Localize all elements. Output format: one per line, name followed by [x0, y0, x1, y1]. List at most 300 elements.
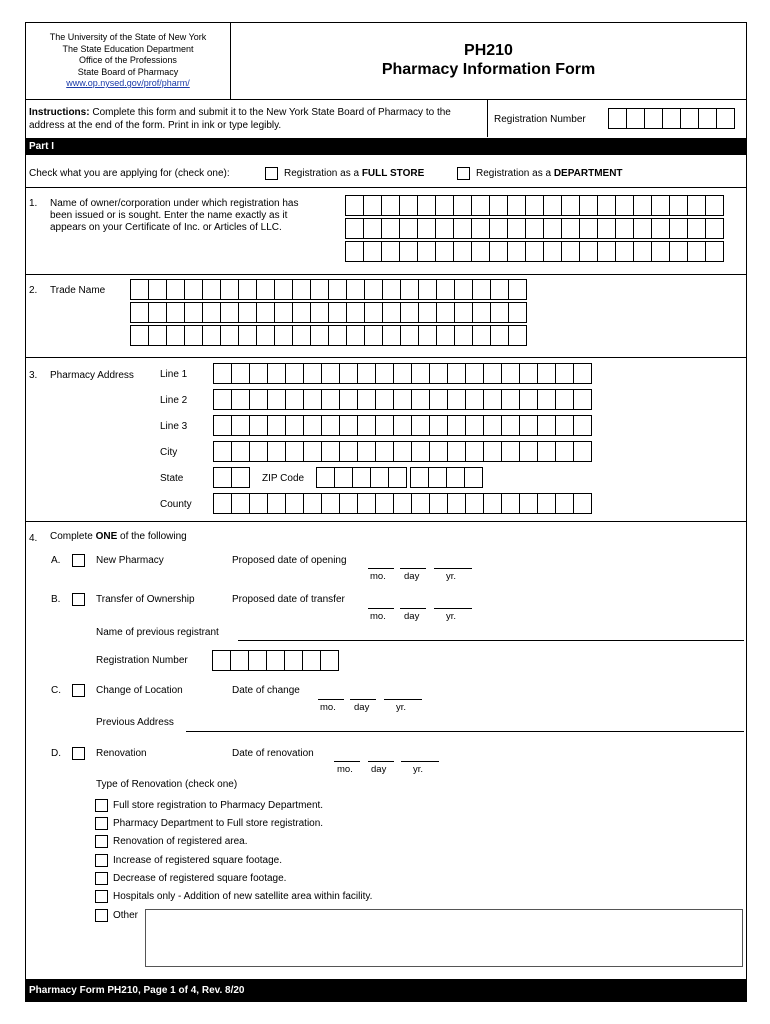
- char-cell[interactable]: [340, 389, 358, 410]
- char-cell[interactable]: [490, 241, 508, 262]
- char-cell[interactable]: [580, 195, 598, 216]
- char-cell[interactable]: [419, 325, 437, 346]
- char-cell[interactable]: [455, 279, 473, 300]
- char-cell[interactable]: [484, 493, 502, 514]
- char-cell[interactable]: [520, 415, 538, 436]
- char-cell[interactable]: [556, 363, 574, 384]
- address-line2-cells[interactable]: [213, 389, 592, 410]
- char-cell[interactable]: [508, 195, 526, 216]
- char-cell[interactable]: [401, 325, 419, 346]
- char-cell[interactable]: [346, 195, 364, 216]
- char-cell[interactable]: [376, 363, 394, 384]
- char-cell[interactable]: [491, 302, 509, 323]
- char-cell[interactable]: [670, 195, 688, 216]
- char-cell[interactable]: [484, 441, 502, 462]
- char-cell[interactable]: [250, 363, 268, 384]
- char-cell[interactable]: [430, 389, 448, 410]
- char-cell[interactable]: [538, 493, 556, 514]
- char-cell[interactable]: [437, 279, 455, 300]
- char-cell[interactable]: [538, 441, 556, 462]
- char-cell[interactable]: [311, 302, 329, 323]
- char-cell[interactable]: [681, 108, 699, 129]
- renovation-option-checkbox[interactable]: [95, 872, 108, 885]
- char-cell[interactable]: [340, 493, 358, 514]
- char-cell[interactable]: [437, 325, 455, 346]
- char-cell[interactable]: [382, 218, 400, 239]
- address-line3-cells[interactable]: [213, 415, 592, 436]
- char-cell[interactable]: [221, 325, 239, 346]
- char-cell[interactable]: [268, 441, 286, 462]
- char-cell[interactable]: [322, 441, 340, 462]
- char-cell[interactable]: [562, 241, 580, 262]
- char-cell[interactable]: [616, 241, 634, 262]
- trade-name-cells-row-3[interactable]: [130, 325, 527, 346]
- char-cell[interactable]: [347, 279, 365, 300]
- char-cell[interactable]: [484, 415, 502, 436]
- char-cell[interactable]: [322, 493, 340, 514]
- char-cell[interactable]: [382, 195, 400, 216]
- month-line[interactable]: [318, 699, 344, 700]
- char-cell[interactable]: [652, 218, 670, 239]
- char-cell[interactable]: [376, 493, 394, 514]
- char-cell[interactable]: [232, 389, 250, 410]
- char-cell[interactable]: [304, 493, 322, 514]
- char-cell[interactable]: [455, 325, 473, 346]
- char-cell[interactable]: [455, 302, 473, 323]
- char-cell[interactable]: [353, 467, 371, 488]
- char-cell[interactable]: [412, 363, 430, 384]
- char-cell[interactable]: [131, 325, 149, 346]
- trade-name-cells-row-2[interactable]: [130, 302, 527, 323]
- char-cell[interactable]: [400, 241, 418, 262]
- char-cell[interactable]: [508, 241, 526, 262]
- char-cell[interactable]: [509, 325, 527, 346]
- year-line[interactable]: [384, 699, 422, 700]
- month-line[interactable]: [368, 608, 394, 609]
- year-line[interactable]: [434, 608, 472, 609]
- char-cell[interactable]: [544, 241, 562, 262]
- char-cell[interactable]: [364, 195, 382, 216]
- char-cell[interactable]: [311, 279, 329, 300]
- city-cells[interactable]: [213, 441, 592, 462]
- char-cell[interactable]: [322, 363, 340, 384]
- char-cell[interactable]: [652, 241, 670, 262]
- registration-number-cells[interactable]: [608, 108, 735, 129]
- char-cell[interactable]: [293, 279, 311, 300]
- char-cell[interactable]: [448, 363, 466, 384]
- char-cell[interactable]: [509, 279, 527, 300]
- char-cell[interactable]: [706, 195, 724, 216]
- char-cell[interactable]: [670, 241, 688, 262]
- zip-cells[interactable]: [316, 467, 407, 488]
- char-cell[interactable]: [526, 195, 544, 216]
- char-cell[interactable]: [436, 241, 454, 262]
- char-cell[interactable]: [185, 279, 203, 300]
- char-cell[interactable]: [544, 195, 562, 216]
- owner-name-cells-row-2[interactable]: [345, 218, 724, 239]
- agency-url-link[interactable]: www.op.nysed.gov/prof/pharm/: [66, 78, 190, 88]
- char-cell[interactable]: [706, 218, 724, 239]
- char-cell[interactable]: [185, 325, 203, 346]
- char-cell[interactable]: [717, 108, 735, 129]
- char-cell[interactable]: [382, 241, 400, 262]
- char-cell[interactable]: [376, 441, 394, 462]
- char-cell[interactable]: [335, 467, 353, 488]
- char-cell[interactable]: [268, 493, 286, 514]
- char-cell[interactable]: [250, 389, 268, 410]
- char-cell[interactable]: [688, 241, 706, 262]
- char-cell[interactable]: [268, 415, 286, 436]
- address-line1-cells[interactable]: [213, 363, 592, 384]
- char-cell[interactable]: [358, 493, 376, 514]
- char-cell[interactable]: [418, 195, 436, 216]
- char-cell[interactable]: [429, 467, 447, 488]
- month-line[interactable]: [334, 761, 360, 762]
- char-cell[interactable]: [304, 441, 322, 462]
- char-cell[interactable]: [317, 467, 335, 488]
- renovation-option-checkbox[interactable]: [95, 835, 108, 848]
- char-cell[interactable]: [538, 389, 556, 410]
- registration-number-b-cells[interactable]: [212, 650, 339, 671]
- char-cell[interactable]: [454, 195, 472, 216]
- char-cell[interactable]: [329, 279, 347, 300]
- char-cell[interactable]: [663, 108, 681, 129]
- char-cell[interactable]: [400, 195, 418, 216]
- char-cell[interactable]: [257, 279, 275, 300]
- char-cell[interactable]: [275, 325, 293, 346]
- change-location-checkbox[interactable]: [72, 684, 85, 697]
- char-cell[interactable]: [149, 325, 167, 346]
- renovation-option-checkbox[interactable]: [95, 854, 108, 867]
- char-cell[interactable]: [239, 302, 257, 323]
- day-line[interactable]: [400, 568, 426, 569]
- char-cell[interactable]: [394, 415, 412, 436]
- char-cell[interactable]: [286, 363, 304, 384]
- char-cell[interactable]: [213, 650, 231, 671]
- char-cell[interactable]: [437, 302, 455, 323]
- previous-registrant-line[interactable]: [238, 640, 744, 641]
- char-cell[interactable]: [167, 325, 185, 346]
- char-cell[interactable]: [340, 363, 358, 384]
- char-cell[interactable]: [394, 441, 412, 462]
- year-line[interactable]: [434, 568, 472, 569]
- char-cell[interactable]: [466, 389, 484, 410]
- char-cell[interactable]: [131, 279, 149, 300]
- char-cell[interactable]: [634, 218, 652, 239]
- char-cell[interactable]: [419, 279, 437, 300]
- day-line[interactable]: [350, 699, 376, 700]
- char-cell[interactable]: [412, 441, 430, 462]
- char-cell[interactable]: [167, 279, 185, 300]
- char-cell[interactable]: [267, 650, 285, 671]
- char-cell[interactable]: [275, 279, 293, 300]
- char-cell[interactable]: [520, 493, 538, 514]
- char-cell[interactable]: [214, 363, 232, 384]
- char-cell[interactable]: [502, 363, 520, 384]
- char-cell[interactable]: [598, 195, 616, 216]
- char-cell[interactable]: [556, 441, 574, 462]
- char-cell[interactable]: [634, 241, 652, 262]
- day-line[interactable]: [400, 608, 426, 609]
- char-cell[interactable]: [634, 195, 652, 216]
- char-cell[interactable]: [436, 195, 454, 216]
- char-cell[interactable]: [365, 302, 383, 323]
- char-cell[interactable]: [574, 415, 592, 436]
- char-cell[interactable]: [574, 363, 592, 384]
- day-line[interactable]: [368, 761, 394, 762]
- char-cell[interactable]: [520, 363, 538, 384]
- char-cell[interactable]: [365, 279, 383, 300]
- char-cell[interactable]: [231, 650, 249, 671]
- char-cell[interactable]: [303, 650, 321, 671]
- char-cell[interactable]: [340, 415, 358, 436]
- char-cell[interactable]: [556, 415, 574, 436]
- char-cell[interactable]: [394, 363, 412, 384]
- county-cells[interactable]: [213, 493, 592, 514]
- char-cell[interactable]: [232, 441, 250, 462]
- char-cell[interactable]: [412, 389, 430, 410]
- char-cell[interactable]: [411, 467, 429, 488]
- char-cell[interactable]: [706, 241, 724, 262]
- char-cell[interactable]: [293, 302, 311, 323]
- char-cell[interactable]: [436, 218, 454, 239]
- char-cell[interactable]: [321, 650, 339, 671]
- char-cell[interactable]: [447, 467, 465, 488]
- char-cell[interactable]: [293, 325, 311, 346]
- char-cell[interactable]: [473, 279, 491, 300]
- char-cell[interactable]: [430, 493, 448, 514]
- char-cell[interactable]: [239, 325, 257, 346]
- char-cell[interactable]: [520, 441, 538, 462]
- char-cell[interactable]: [466, 363, 484, 384]
- char-cell[interactable]: [465, 467, 483, 488]
- char-cell[interactable]: [364, 241, 382, 262]
- char-cell[interactable]: [609, 108, 627, 129]
- char-cell[interactable]: [232, 467, 250, 488]
- char-cell[interactable]: [221, 279, 239, 300]
- year-line[interactable]: [401, 761, 439, 762]
- char-cell[interactable]: [473, 325, 491, 346]
- char-cell[interactable]: [257, 325, 275, 346]
- char-cell[interactable]: [394, 493, 412, 514]
- char-cell[interactable]: [232, 363, 250, 384]
- char-cell[interactable]: [412, 493, 430, 514]
- char-cell[interactable]: [526, 218, 544, 239]
- char-cell[interactable]: [275, 302, 293, 323]
- char-cell[interactable]: [401, 279, 419, 300]
- char-cell[interactable]: [430, 441, 448, 462]
- char-cell[interactable]: [454, 218, 472, 239]
- char-cell[interactable]: [329, 302, 347, 323]
- char-cell[interactable]: [340, 441, 358, 462]
- char-cell[interactable]: [490, 195, 508, 216]
- char-cell[interactable]: [448, 441, 466, 462]
- char-cell[interactable]: [430, 415, 448, 436]
- char-cell[interactable]: [358, 389, 376, 410]
- trade-name-cells-row-1[interactable]: [130, 279, 527, 300]
- char-cell[interactable]: [322, 389, 340, 410]
- renovation-option-checkbox[interactable]: [95, 817, 108, 830]
- char-cell[interactable]: [383, 302, 401, 323]
- char-cell[interactable]: [627, 108, 645, 129]
- char-cell[interactable]: [412, 415, 430, 436]
- char-cell[interactable]: [347, 302, 365, 323]
- char-cell[interactable]: [250, 493, 268, 514]
- char-cell[interactable]: [364, 218, 382, 239]
- char-cell[interactable]: [430, 363, 448, 384]
- char-cell[interactable]: [389, 467, 407, 488]
- char-cell[interactable]: [249, 650, 267, 671]
- char-cell[interactable]: [346, 218, 364, 239]
- char-cell[interactable]: [574, 389, 592, 410]
- char-cell[interactable]: [670, 218, 688, 239]
- char-cell[interactable]: [232, 415, 250, 436]
- renovation-option-checkbox[interactable]: [95, 890, 108, 903]
- char-cell[interactable]: [502, 441, 520, 462]
- char-cell[interactable]: [538, 415, 556, 436]
- char-cell[interactable]: [286, 415, 304, 436]
- char-cell[interactable]: [358, 415, 376, 436]
- char-cell[interactable]: [346, 241, 364, 262]
- char-cell[interactable]: [448, 493, 466, 514]
- char-cell[interactable]: [394, 389, 412, 410]
- char-cell[interactable]: [418, 241, 436, 262]
- owner-name-cells-row-3[interactable]: [345, 241, 724, 262]
- char-cell[interactable]: [347, 325, 365, 346]
- char-cell[interactable]: [448, 389, 466, 410]
- char-cell[interactable]: [562, 195, 580, 216]
- char-cell[interactable]: [383, 279, 401, 300]
- char-cell[interactable]: [365, 325, 383, 346]
- month-line[interactable]: [368, 568, 394, 569]
- char-cell[interactable]: [304, 389, 322, 410]
- char-cell[interactable]: [466, 441, 484, 462]
- char-cell[interactable]: [250, 441, 268, 462]
- char-cell[interactable]: [203, 325, 221, 346]
- char-cell[interactable]: [490, 218, 508, 239]
- char-cell[interactable]: [580, 241, 598, 262]
- char-cell[interactable]: [221, 302, 239, 323]
- char-cell[interactable]: [376, 415, 394, 436]
- char-cell[interactable]: [214, 415, 232, 436]
- char-cell[interactable]: [562, 218, 580, 239]
- char-cell[interactable]: [131, 302, 149, 323]
- char-cell[interactable]: [419, 302, 437, 323]
- char-cell[interactable]: [286, 493, 304, 514]
- char-cell[interactable]: [149, 302, 167, 323]
- char-cell[interactable]: [502, 493, 520, 514]
- char-cell[interactable]: [645, 108, 663, 129]
- char-cell[interactable]: [214, 389, 232, 410]
- char-cell[interactable]: [214, 467, 232, 488]
- char-cell[interactable]: [472, 218, 490, 239]
- char-cell[interactable]: [538, 363, 556, 384]
- char-cell[interactable]: [688, 218, 706, 239]
- char-cell[interactable]: [598, 218, 616, 239]
- char-cell[interactable]: [268, 363, 286, 384]
- char-cell[interactable]: [544, 218, 562, 239]
- renovation-option-checkbox[interactable]: [95, 799, 108, 812]
- char-cell[interactable]: [448, 415, 466, 436]
- char-cell[interactable]: [484, 363, 502, 384]
- char-cell[interactable]: [574, 493, 592, 514]
- char-cell[interactable]: [167, 302, 185, 323]
- char-cell[interactable]: [358, 441, 376, 462]
- char-cell[interactable]: [699, 108, 717, 129]
- zip-plus4-cells[interactable]: [410, 467, 483, 488]
- char-cell[interactable]: [502, 389, 520, 410]
- char-cell[interactable]: [509, 302, 527, 323]
- char-cell[interactable]: [286, 441, 304, 462]
- char-cell[interactable]: [556, 389, 574, 410]
- char-cell[interactable]: [203, 279, 221, 300]
- char-cell[interactable]: [250, 415, 268, 436]
- char-cell[interactable]: [376, 389, 394, 410]
- char-cell[interactable]: [508, 218, 526, 239]
- char-cell[interactable]: [185, 302, 203, 323]
- char-cell[interactable]: [520, 389, 538, 410]
- department-checkbox[interactable]: [457, 167, 470, 180]
- new-pharmacy-checkbox[interactable]: [72, 554, 85, 567]
- renovation-other-textbox[interactable]: [145, 909, 743, 967]
- char-cell[interactable]: [304, 415, 322, 436]
- state-cells[interactable]: [213, 467, 250, 488]
- char-cell[interactable]: [232, 493, 250, 514]
- char-cell[interactable]: [466, 415, 484, 436]
- previous-address-line[interactable]: [186, 731, 744, 732]
- char-cell[interactable]: [526, 241, 544, 262]
- char-cell[interactable]: [466, 493, 484, 514]
- char-cell[interactable]: [311, 325, 329, 346]
- char-cell[interactable]: [652, 195, 670, 216]
- full-store-checkbox[interactable]: [265, 167, 278, 180]
- renovation-other-checkbox[interactable]: [95, 909, 108, 922]
- char-cell[interactable]: [322, 415, 340, 436]
- char-cell[interactable]: [358, 363, 376, 384]
- char-cell[interactable]: [454, 241, 472, 262]
- char-cell[interactable]: [688, 195, 706, 216]
- char-cell[interactable]: [491, 279, 509, 300]
- char-cell[interactable]: [401, 302, 419, 323]
- char-cell[interactable]: [400, 218, 418, 239]
- char-cell[interactable]: [616, 218, 634, 239]
- char-cell[interactable]: [214, 493, 232, 514]
- char-cell[interactable]: [574, 441, 592, 462]
- char-cell[interactable]: [484, 389, 502, 410]
- char-cell[interactable]: [257, 302, 275, 323]
- char-cell[interactable]: [598, 241, 616, 262]
- char-cell[interactable]: [383, 325, 401, 346]
- transfer-ownership-checkbox[interactable]: [72, 593, 85, 606]
- renovation-checkbox[interactable]: [72, 747, 85, 760]
- char-cell[interactable]: [371, 467, 389, 488]
- char-cell[interactable]: [491, 325, 509, 346]
- char-cell[interactable]: [329, 325, 347, 346]
- char-cell[interactable]: [286, 389, 304, 410]
- char-cell[interactable]: [616, 195, 634, 216]
- char-cell[interactable]: [472, 241, 490, 262]
- char-cell[interactable]: [304, 363, 322, 384]
- char-cell[interactable]: [556, 493, 574, 514]
- char-cell[interactable]: [149, 279, 167, 300]
- char-cell[interactable]: [239, 279, 257, 300]
- char-cell[interactable]: [214, 441, 232, 462]
- char-cell[interactable]: [502, 415, 520, 436]
- char-cell[interactable]: [472, 195, 490, 216]
- char-cell[interactable]: [473, 302, 491, 323]
- char-cell[interactable]: [580, 218, 598, 239]
- char-cell[interactable]: [268, 389, 286, 410]
